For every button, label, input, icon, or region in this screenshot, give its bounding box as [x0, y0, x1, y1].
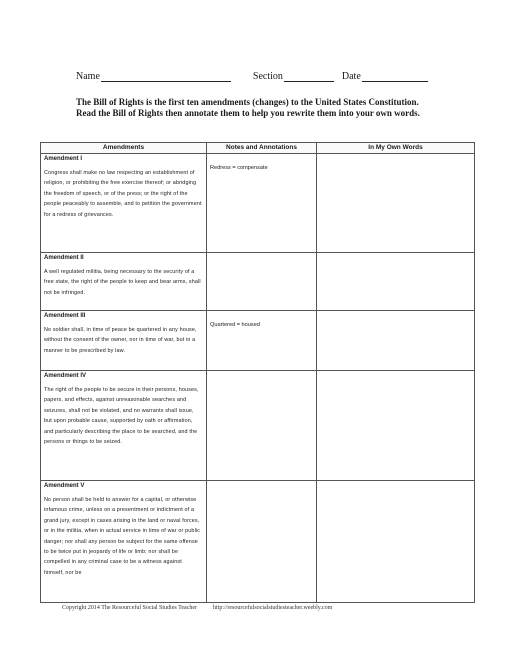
- date-blank[interactable]: [362, 71, 428, 82]
- amendment-cell: [41, 253, 207, 311]
- table-row: [41, 371, 475, 481]
- amendment-text: No soldier shall, in time of peace be quartered in any house, without the consent of the owner, nor in time of war, but in a manner to be prescribed by law.: [44, 327, 197, 354]
- intro-instructions: The Bill of Rights is the first ten amendments (changes) to the United States Constitution. Read the Bill of Rights then annotate them to help you rewrite them into your own words.: [76, 97, 420, 118]
- amendment-cell: [41, 371, 207, 481]
- amendment-name: Amendment IV: [44, 373, 87, 379]
- notes-cell[interactable]: [207, 371, 317, 481]
- amendment-text: A well regulated militia, being necessary to the security of a free state, the right of the people to keep and bear arms, shall not be infringed.: [44, 269, 201, 296]
- table-row: [41, 481, 475, 603]
- own-words-cell[interactable]: [317, 481, 475, 603]
- student-info-line: [76, 71, 436, 82]
- column-header-own-words: In My Own Words: [317, 143, 475, 154]
- own-words-cell[interactable]: [317, 253, 475, 311]
- amendment-text: Congress shall make no law respecting an establishment of religion, or prohibiting the free exercise thereof; or abridging the freedom of speech, or of the press; or the right of the people peaceably to assemble, and to petition the government for a redress of grievances.: [44, 170, 202, 218]
- copyright-text: Copyright 2014 The Resourceful Social Studies Teacher: [62, 605, 197, 611]
- notes-cell[interactable]: [207, 311, 317, 371]
- section-blank[interactable]: [284, 71, 334, 82]
- column-header-amendments: Amendments: [41, 143, 207, 154]
- own-words-cell[interactable]: [317, 371, 475, 481]
- amendments-table: [40, 142, 475, 603]
- amendment-text: The right of the people to be secure in their persons, houses, papers, and effects, against unreasonable searches and seizures, shall not be violated, and no warrants shall issue, but upon probable cause, supported by oath or affirmation, and particularly describing the place to be searched, and the persons or things to be seized.: [44, 387, 199, 446]
- notes-cell[interactable]: [207, 481, 317, 603]
- amendment-name: Amendment III: [44, 313, 86, 319]
- amendment-name: Amendment V: [44, 483, 85, 489]
- section-label: Section: [252, 71, 283, 82]
- table-header-row: [41, 143, 475, 154]
- column-header-notes: Notes and Annotations: [207, 143, 317, 154]
- note-text: Quartered = housed: [210, 322, 260, 328]
- amendment-cell: [41, 311, 207, 371]
- table-row: [41, 154, 475, 253]
- amendment-name: Amendment II: [44, 255, 84, 261]
- notes-cell[interactable]: [207, 253, 317, 311]
- amendment-cell: [41, 154, 207, 253]
- table-row: [41, 311, 475, 371]
- own-words-cell[interactable]: [317, 154, 475, 253]
- date-label: Date: [341, 71, 361, 82]
- notes-cell[interactable]: [207, 154, 317, 253]
- website-link[interactable]: http://resourcefulsocialstudiesteacher.weebly.com: [213, 605, 333, 611]
- note-text: Redress = compensate: [210, 165, 268, 171]
- name-blank[interactable]: [101, 71, 231, 82]
- amendment-text: No person shall be held to answer for a capital, or otherwise infamous crime, unless on a presentment or indictment of a grand jury, except in cases arising in the land or naval forces, or in the militia, when in actual service in time of war or public danger; nor shall any person be subject for the same offense to be twice put in jeopardy of life or limb; nor shall be compelled in any criminal case to be a witness against himself, nor be: [44, 497, 201, 576]
- amendment-cell: [41, 481, 207, 603]
- amendment-name: Amendment I: [44, 156, 83, 162]
- page-footer: [62, 605, 462, 611]
- own-words-cell[interactable]: [317, 311, 475, 371]
- name-label: Name: [76, 71, 100, 82]
- table-row: [41, 253, 475, 311]
